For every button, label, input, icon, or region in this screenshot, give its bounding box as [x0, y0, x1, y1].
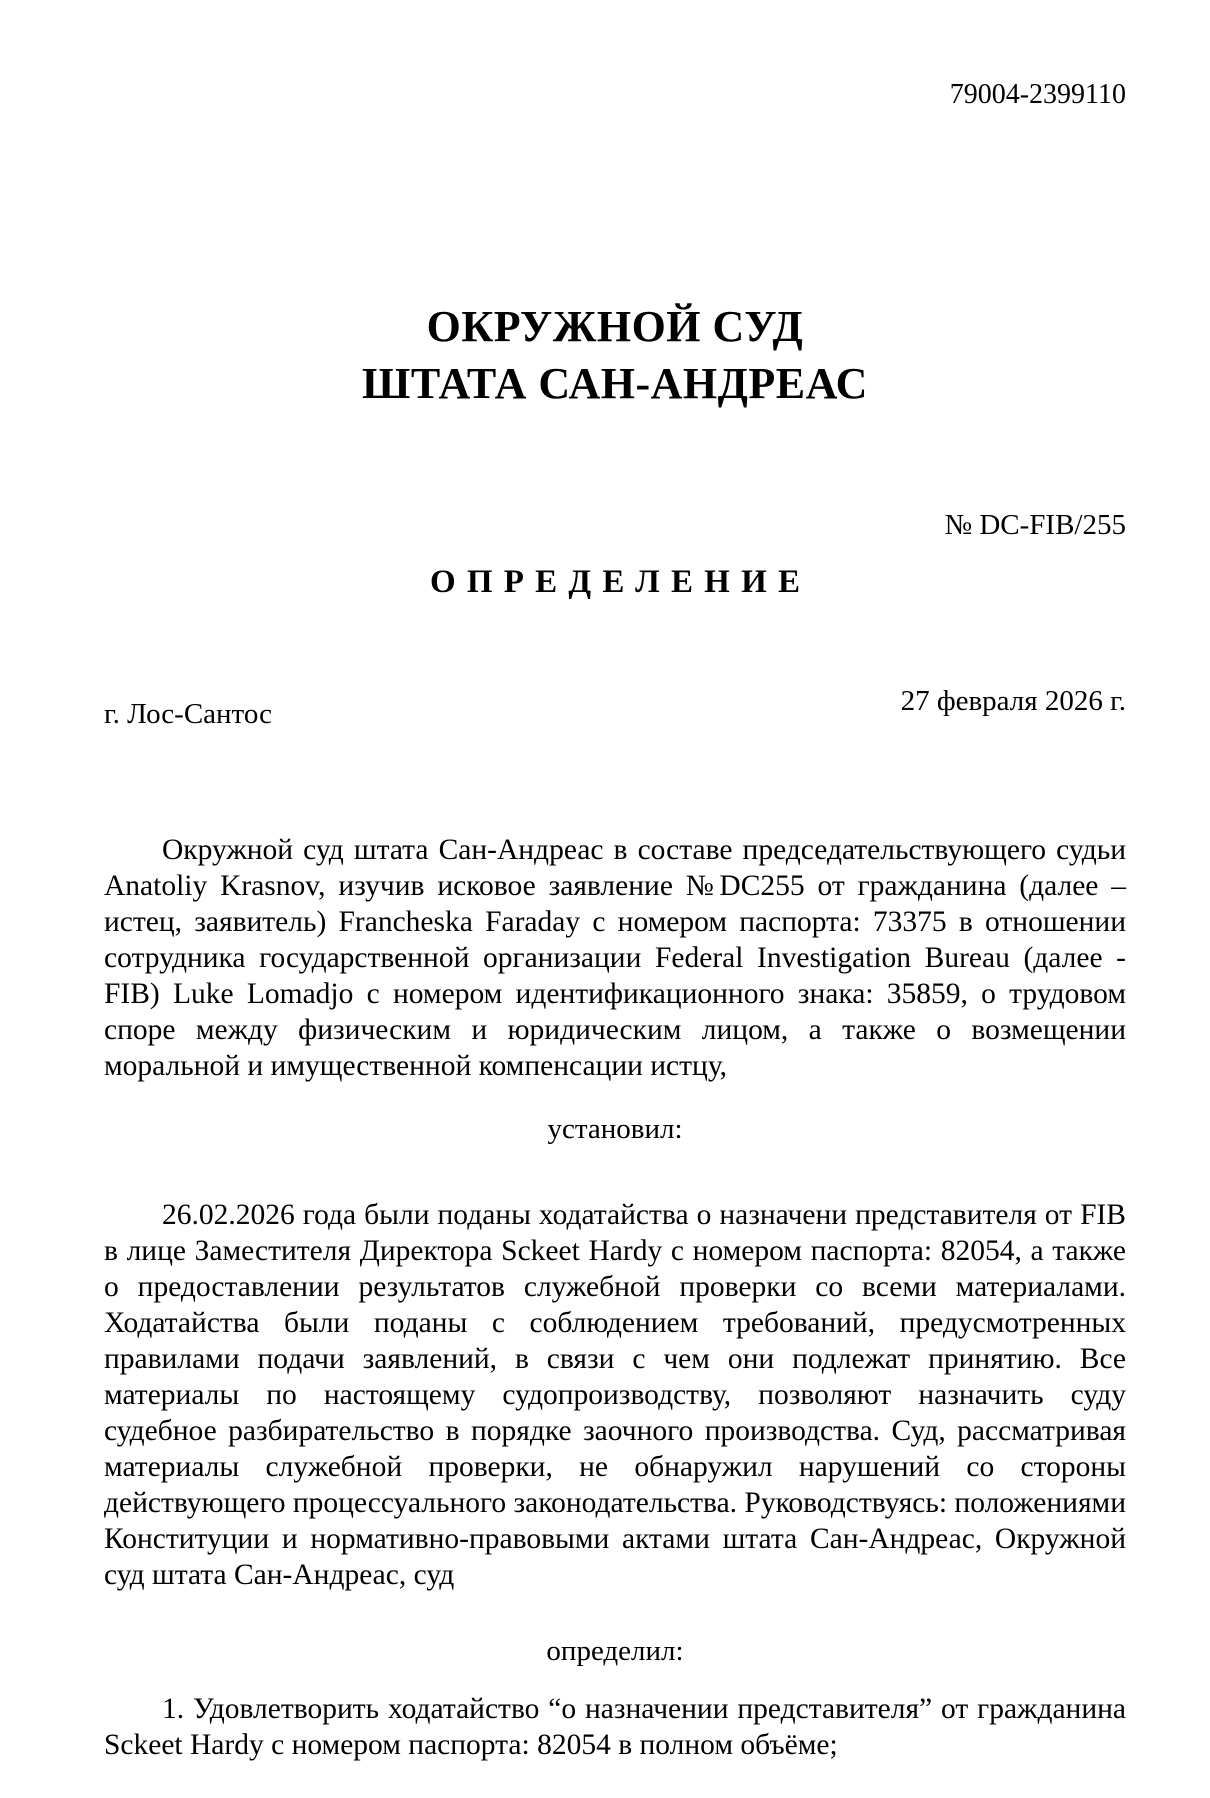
court-name-heading	[104, 298, 1126, 412]
established-paragraph: 26.02.2026 года были поданы ходатайства о назначени представителя от FIB в лице Заместителя Директора Sckeet Hardy с номером паспорта: 82054, а также о предоставлении результатов служебной проверки со всеми материалами. Ходатайства были поданы с соблюдением требований, предусмотренных правилами подачи заявлений, в связи с чем они подлежат принятию. Все материалы по настоящему судопроизводству, позволяют назначить суду судебное разбирательство в порядке заочного производства. Суд, рассматривая материалы служебной проверки, не обнаружил нарушений со стороны действующего процессуального законодательства. Руководствуясь: положениями Конституции и нормативно-правовыми актами штата Сан-Андреас, Окружной суд штата Сан-Андреас, суд	[104, 1199, 1126, 1591]
ruling-item-1: 1. Удовлетворить ходатайство “о назначении представителя” от гражданина Sckeet Hardy с номером паспорта: 82054 в полном объёме;	[104, 1693, 1126, 1761]
document-type-title: ОПРЕДЕЛЕНИЕ	[430, 564, 812, 600]
place-date-row	[104, 685, 1126, 732]
issue-date: 27 февраля 2026 г.	[900, 685, 1126, 717]
established-heading: установил:	[547, 1113, 683, 1145]
case-number: № DC-FIB/255	[944, 509, 1126, 541]
court-name-line1: ОКРУЖНОЙ СУД	[426, 302, 804, 351]
issue-place: г. Лос-Сантос	[104, 698, 272, 730]
registry-number: 79004-2399110	[949, 79, 1126, 110]
intro-paragraph: Окружной суд штата Сан-Андреас в составе председательствующего судьи Anatoliy Krasnov, изучив исковое заявление №DC255 от гражданина (далее – истец, заявитель) Francheska Faraday с номером паспорта: 73375 в отношении сотрудника государственной организации Federal Investigation Bureau (далее - FIB) Luke Lomadjo с номером идентификационного знака: 35859, о трудовом споре между физическим и юридическим лицом, а также о возмещении моральной и имущественной компенсации истцу,	[104, 834, 1126, 1082]
court-name-line2: ШТАТА САН-АНДРЕАС	[362, 359, 868, 408]
ruled-heading: определил:	[546, 1635, 684, 1667]
